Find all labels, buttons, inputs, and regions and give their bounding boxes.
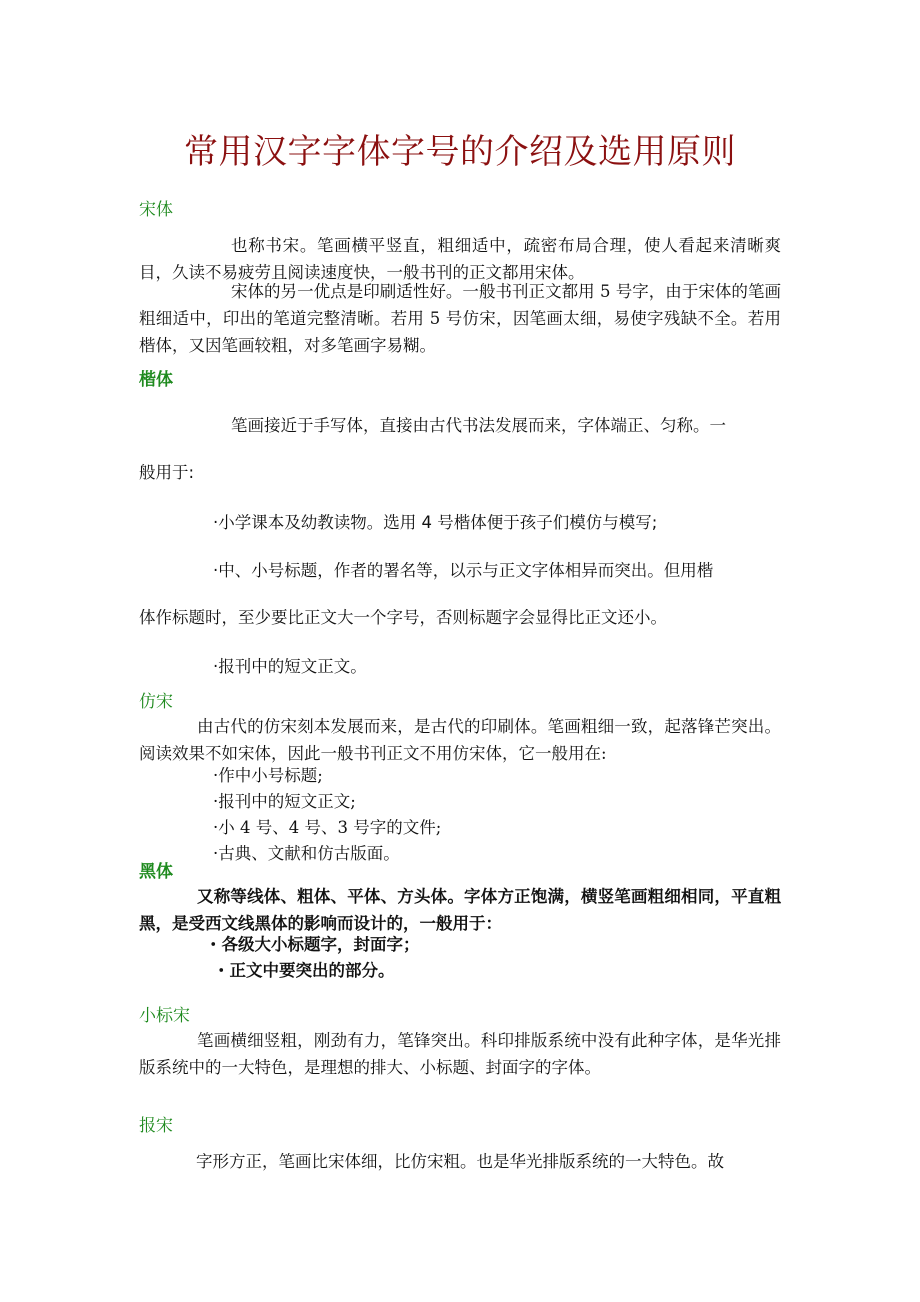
heading-xiaobiaosong: 小标宋 [139, 1006, 190, 1026]
fangsong-bullet-2: ·报刊中的短文正文; [213, 792, 356, 811]
heiti-bullet-2: ・正文中要突出的部分。 [213, 961, 395, 980]
songti-paragraph-2: 宋体的另一优点是印刷适性好。一般书刊正文都用 5 号字，由于宋体的笔画粗细适中，印出的笔道完整清晰。若用 5 号仿宋，因笔画太细，易使字残缺不全。若用楷体，又因笔画较粗，对多笔画字易糊。 [139, 282, 781, 355]
kaiti-paragraph-line-1: 笔画接近于手写体，直接由古代书法发展而来，字体端正、匀称。一 [231, 416, 726, 435]
heading-kaiti: 楷体 [139, 370, 173, 390]
fangsong-bullet-3: ·小 4 号、4 号、3 号字的文件; [213, 818, 442, 837]
kaiti-bullet-2-line-2: 体作标题时，至少要比正文大一个字号，否则标题字会显得比正文还小。 [139, 608, 667, 627]
kaiti-bullet-2-line-1: ·中、小号标题，作者的署名等，以示与正文字体相异而突出。但用楷 [213, 561, 714, 580]
heading-heiti: 黑体 [139, 862, 173, 882]
fangsong-bullet-1: ·作中小号标题; [213, 766, 323, 785]
heading-songti: 宋体 [139, 200, 173, 220]
fangsong-bullet-4: ·古典、文献和仿古版面。 [213, 844, 400, 863]
heading-baosong: 报宋 [139, 1116, 173, 1136]
xiaobiaosong-paragraph-1: 笔画横细竖粗，刚劲有力，笔锋突出。科印排版系统中没有此种字体，是华光排版系统中的一大特色，是理想的排大、小标题、封面字的字体。 [139, 1031, 781, 1077]
kaiti-paragraph-line-2: 般用于: [139, 463, 195, 482]
baosong-paragraph-1: 字形方正，笔画比宋体细，比仿宋粗。也是华光排版系统的一大特色。故 [196, 1152, 724, 1171]
fangsong-paragraph-1: 由古代的仿宋刻本发展而来，是古代的印刷体。笔画粗细一致，起落锋芒突出。阅读效果不如宋体，因此一般书刊正文不用仿宋体，它一般用在: [139, 717, 781, 763]
heading-fangsong: 仿宋 [139, 692, 173, 712]
heiti-paragraph-1: 又称等线体、粗体、平体、方头体。字体方正饱满，横竖笔画粗细相同，平直粗黑，是受西文线黑体的影响而设计的，一般用于： [139, 887, 781, 933]
document-title: 常用汉字字体字号的介绍及选用原则 [184, 132, 736, 172]
kaiti-bullet-1: ·小学课本及幼教读物。选用 4 号楷体便于孩子们模仿与模写; [213, 513, 658, 532]
heiti-bullet-1: ・各级大小标题字，封面字； [205, 935, 420, 954]
songti-paragraph-1: 也称书宋。笔画横平竖直，粗细适中，疏密布局合理，使人看起来清晰爽目，久读不易疲劳且阅读速度快，一般书刊的正文都用宋体。 [139, 236, 781, 282]
kaiti-bullet-3: ·报刊中的短文正文。 [213, 657, 367, 676]
